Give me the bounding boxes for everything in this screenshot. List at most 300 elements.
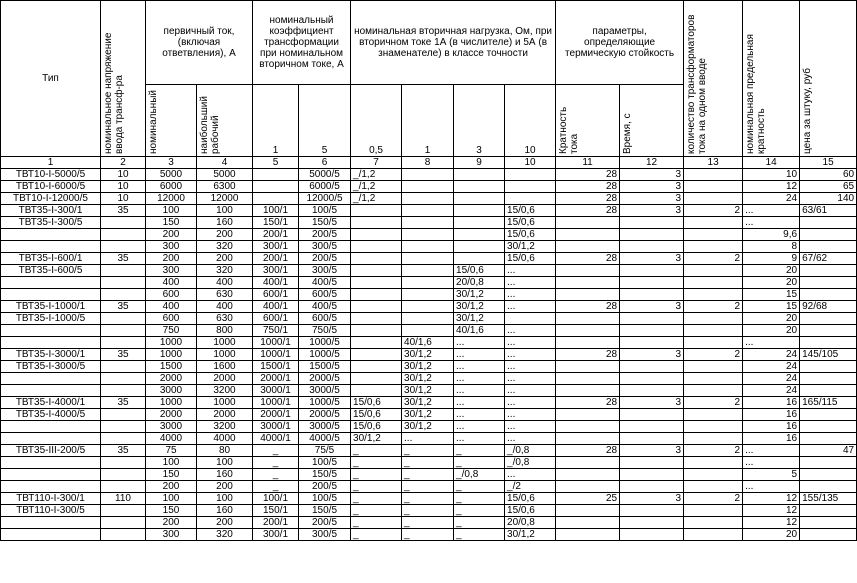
table-cell: _ xyxy=(454,505,505,517)
table-cell: 200 xyxy=(197,481,253,493)
table-cell: _ xyxy=(351,505,402,517)
table-cell: 28 xyxy=(556,349,620,361)
table-cell xyxy=(101,433,146,445)
table-cell: 160 xyxy=(197,469,253,481)
table-cell xyxy=(101,277,146,289)
table-cell xyxy=(454,217,505,229)
table-cell xyxy=(1,529,101,541)
table-cell xyxy=(1,277,101,289)
table-cell xyxy=(684,361,743,373)
table-cell: 400/5 xyxy=(299,301,351,313)
table-cell: 1600 xyxy=(197,361,253,373)
table-cell: 3 xyxy=(620,253,684,265)
table-cell xyxy=(351,313,402,325)
table-cell: 2 xyxy=(684,493,743,505)
table-cell: 10 xyxy=(101,193,146,205)
table-cell xyxy=(620,229,684,241)
table-cell: 35 xyxy=(101,253,146,265)
table-cell: 20/0,8 xyxy=(454,277,505,289)
table-cell: 16 xyxy=(743,409,800,421)
table-cell: 28 xyxy=(556,397,620,409)
table-cell xyxy=(684,385,743,397)
table-cell: 2000/5 xyxy=(299,373,351,385)
table-cell xyxy=(101,217,146,229)
table-cell xyxy=(351,277,402,289)
table-cell: 100/1 xyxy=(253,205,299,217)
table-cell: _/0,8 xyxy=(505,457,556,469)
table-cell: 100/5 xyxy=(299,205,351,217)
table-cell: 750/1 xyxy=(253,325,299,337)
table-cell: 4000 xyxy=(146,433,197,445)
table-cell xyxy=(402,301,454,313)
table-cell xyxy=(351,349,402,361)
table-cell xyxy=(351,217,402,229)
table-cell xyxy=(556,313,620,325)
table-cell: 2 xyxy=(684,205,743,217)
table-cell xyxy=(556,265,620,277)
table-cell xyxy=(620,217,684,229)
table-cell xyxy=(505,313,556,325)
table-row xyxy=(1,277,857,289)
table-cell: 24 xyxy=(743,385,800,397)
table-cell xyxy=(684,277,743,289)
table-cell xyxy=(800,277,857,289)
table-cell: 30/1,2 xyxy=(402,385,454,397)
table-cell xyxy=(1,325,101,337)
table-cell: 2000 xyxy=(146,373,197,385)
column-number: 9 xyxy=(454,157,505,169)
table-cell xyxy=(800,517,857,529)
table-cell: 20 xyxy=(743,529,800,541)
table-cell: _ xyxy=(402,529,454,541)
table-cell xyxy=(800,409,857,421)
table-cell xyxy=(800,385,857,397)
table-cell xyxy=(402,217,454,229)
column-number: 15 xyxy=(800,157,857,169)
column-number: 7 xyxy=(351,157,402,169)
table-cell: 1500/1 xyxy=(253,361,299,373)
table-cell xyxy=(505,193,556,205)
table-cell: 145/105 xyxy=(800,349,857,361)
table-cell xyxy=(684,289,743,301)
table-cell: 200/5 xyxy=(299,481,351,493)
table-cell: ... xyxy=(454,409,505,421)
table-cell: _ xyxy=(454,481,505,493)
table-cell xyxy=(556,229,620,241)
table-cell: ... xyxy=(505,337,556,349)
table-cell: 12 xyxy=(743,505,800,517)
column-number: 3 xyxy=(146,157,197,169)
table-cell: ТВТ35-I-1000/5 xyxy=(1,313,101,325)
header-ratio: номинальный коэффициент трансформации при номинальном вторичном токе, А xyxy=(253,1,351,85)
table-cell xyxy=(402,241,454,253)
table-cell: _ xyxy=(454,445,505,457)
table-cell xyxy=(620,457,684,469)
table-cell xyxy=(454,229,505,241)
table-cell: 15/0,6 xyxy=(505,493,556,505)
table-cell: 16 xyxy=(743,397,800,409)
table-row xyxy=(1,349,857,361)
table-cell xyxy=(800,337,857,349)
table-cell xyxy=(101,529,146,541)
table-cell: 300/1 xyxy=(253,241,299,253)
table-cell xyxy=(402,205,454,217)
table-cell: 2 xyxy=(684,445,743,457)
table-cell xyxy=(402,229,454,241)
table-cell xyxy=(684,181,743,193)
table-cell xyxy=(684,529,743,541)
table-cell: 1000/1 xyxy=(253,337,299,349)
table-cell: 400/1 xyxy=(253,277,299,289)
header-limit-mult: номинальная предельная кратность xyxy=(743,1,800,157)
table-cell: ... xyxy=(505,361,556,373)
table-row xyxy=(1,301,857,313)
table-cell xyxy=(454,169,505,181)
table-cell: ... xyxy=(505,421,556,433)
table-cell xyxy=(351,361,402,373)
table-cell: 100/5 xyxy=(299,457,351,469)
table-cell: _ xyxy=(402,469,454,481)
table-cell xyxy=(101,421,146,433)
header-count: количество трансформаторов тока на одном вводе xyxy=(684,1,743,157)
table-cell: 150/1 xyxy=(253,505,299,517)
table-cell: 1500 xyxy=(146,361,197,373)
table-cell xyxy=(556,217,620,229)
header-class-05: 0,5 xyxy=(351,85,402,157)
table-cell: _ xyxy=(402,445,454,457)
table-cell: 15/0,6 xyxy=(505,505,556,517)
table-cell xyxy=(620,505,684,517)
table-cell: 300 xyxy=(146,529,197,541)
table-cell: 140 xyxy=(800,193,857,205)
column-number: 12 xyxy=(620,157,684,169)
table-cell: 2 xyxy=(684,397,743,409)
table-cell xyxy=(620,517,684,529)
table-cell: 8 xyxy=(743,241,800,253)
table-cell: ТВТ10-I-12000/5 xyxy=(1,193,101,205)
table-cell: 30/1,2 xyxy=(402,409,454,421)
table-cell: 100 xyxy=(146,457,197,469)
table-cell: 200 xyxy=(197,253,253,265)
table-cell xyxy=(402,253,454,265)
table-cell xyxy=(101,481,146,493)
table-cell xyxy=(620,433,684,445)
table-cell: ... xyxy=(743,481,800,493)
table-cell: 150 xyxy=(146,505,197,517)
column-number: 13 xyxy=(684,157,743,169)
table-cell: 400 xyxy=(146,301,197,313)
table-cell xyxy=(556,409,620,421)
table-cell: 600/1 xyxy=(253,313,299,325)
table-cell xyxy=(351,205,402,217)
table-body xyxy=(1,169,857,541)
table-cell xyxy=(101,469,146,481)
table-cell: ... xyxy=(505,397,556,409)
table-cell: 30/1,2 xyxy=(402,361,454,373)
table-cell: 12000/5 xyxy=(299,193,351,205)
table-cell: 35 xyxy=(101,205,146,217)
table-cell: 2000/5 xyxy=(299,409,351,421)
table-cell: 1000 xyxy=(197,337,253,349)
table-cell xyxy=(556,421,620,433)
table-cell: 10 xyxy=(101,169,146,181)
table-cell: 10 xyxy=(743,169,800,181)
table-cell: 15 xyxy=(743,289,800,301)
table-cell: 5000 xyxy=(197,169,253,181)
table-cell: 600 xyxy=(146,313,197,325)
table-cell: 100/1 xyxy=(253,493,299,505)
header-primary-max: наибольший рабочий xyxy=(197,85,253,157)
table-cell: 40/1,6 xyxy=(454,325,505,337)
table-cell xyxy=(351,325,402,337)
table-cell xyxy=(402,265,454,277)
table-cell xyxy=(684,193,743,205)
table-row xyxy=(1,169,857,181)
table-cell: ... xyxy=(454,349,505,361)
table-cell: _/2 xyxy=(505,481,556,493)
table-cell: 110 xyxy=(101,493,146,505)
table-cell: 3200 xyxy=(197,421,253,433)
table-cell: 30/1,2 xyxy=(454,301,505,313)
table-cell: 3 xyxy=(620,493,684,505)
table-cell xyxy=(101,337,146,349)
table-cell: 12000 xyxy=(197,193,253,205)
table-cell: 750 xyxy=(146,325,197,337)
table-row xyxy=(1,529,857,541)
table-cell: 5000/5 xyxy=(299,169,351,181)
table-cell: 15/0,6 xyxy=(351,421,402,433)
table-cell: 30/1,2 xyxy=(454,289,505,301)
table-cell xyxy=(101,241,146,253)
table-row xyxy=(1,337,857,349)
table-cell: ... xyxy=(402,433,454,445)
table-cell: 3 xyxy=(620,169,684,181)
table-cell: 3 xyxy=(620,397,684,409)
table-cell xyxy=(620,409,684,421)
table-cell: _ xyxy=(351,457,402,469)
table-cell: ТВТ10-I-5000/5 xyxy=(1,169,101,181)
table-cell: 15/0,6 xyxy=(351,397,402,409)
table-cell: 30/1,2 xyxy=(505,241,556,253)
table-cell: ... xyxy=(505,289,556,301)
table-cell xyxy=(620,469,684,481)
table-cell xyxy=(351,373,402,385)
table-cell: 92/68 xyxy=(800,301,857,313)
table-cell: ... xyxy=(505,385,556,397)
table-cell xyxy=(620,361,684,373)
table-cell: 100 xyxy=(197,493,253,505)
table-cell: 750/5 xyxy=(299,325,351,337)
table-cell: 1000/5 xyxy=(299,349,351,361)
table-cell: 2000 xyxy=(197,409,253,421)
table-cell: _ xyxy=(351,529,402,541)
header-thermal-time: Время, с xyxy=(620,85,684,157)
table-cell: 75/5 xyxy=(299,445,351,457)
table-cell: 9 xyxy=(743,253,800,265)
table-cell: _ xyxy=(253,469,299,481)
table-cell: 300/5 xyxy=(299,265,351,277)
table-cell: 24 xyxy=(743,349,800,361)
table-cell xyxy=(351,253,402,265)
table-cell: 30/1,2 xyxy=(454,313,505,325)
table-cell: 24 xyxy=(743,193,800,205)
table-cell: 3000 xyxy=(146,385,197,397)
table-cell xyxy=(351,301,402,313)
table-cell: 630 xyxy=(197,289,253,301)
table-cell: 30/1,2 xyxy=(351,433,402,445)
table-cell: 30/1,2 xyxy=(402,397,454,409)
table-cell xyxy=(800,313,857,325)
column-number: 8 xyxy=(402,157,454,169)
table-cell: 3 xyxy=(620,301,684,313)
table-cell: 30/1,2 xyxy=(402,349,454,361)
table-cell xyxy=(556,385,620,397)
table-cell: 400/1 xyxy=(253,301,299,313)
table-cell: 12 xyxy=(743,517,800,529)
table-cell: 15/0,6 xyxy=(505,229,556,241)
table-cell xyxy=(556,373,620,385)
table-cell: ... xyxy=(454,421,505,433)
table-cell: 15/0,6 xyxy=(454,265,505,277)
column-number: 14 xyxy=(743,157,800,169)
table-cell: 20 xyxy=(743,265,800,277)
table-cell: 28 xyxy=(556,301,620,313)
table-cell: 150/5 xyxy=(299,469,351,481)
table-cell: ТВТ35-I-600/5 xyxy=(1,265,101,277)
table-row xyxy=(1,481,857,493)
table-cell xyxy=(556,457,620,469)
column-number: 10 xyxy=(505,157,556,169)
table-cell: 4000/1 xyxy=(253,433,299,445)
table-cell xyxy=(800,265,857,277)
table-row xyxy=(1,433,857,445)
table-cell: ... xyxy=(505,373,556,385)
table-cell xyxy=(800,229,857,241)
table-cell xyxy=(620,421,684,433)
table-cell xyxy=(505,181,556,193)
table-cell xyxy=(684,481,743,493)
table-cell xyxy=(556,529,620,541)
table-cell: 200 xyxy=(197,517,253,529)
table-cell: 4000 xyxy=(197,433,253,445)
table-cell: ... xyxy=(454,361,505,373)
table-cell xyxy=(351,385,402,397)
table-cell: 1000 xyxy=(146,337,197,349)
table-cell xyxy=(684,409,743,421)
table-cell xyxy=(800,373,857,385)
table-cell: 12000 xyxy=(146,193,197,205)
table-cell: 63/61 xyxy=(800,205,857,217)
table-cell: ... xyxy=(454,385,505,397)
table-cell: 100 xyxy=(146,205,197,217)
table-cell: 300 xyxy=(146,265,197,277)
table-cell: 2000/1 xyxy=(253,409,299,421)
column-number: 2 xyxy=(101,157,146,169)
table-cell: 15 xyxy=(743,301,800,313)
table-cell: 30/1,2 xyxy=(402,421,454,433)
header-class-1: 1 xyxy=(402,85,454,157)
table-cell: 100/5 xyxy=(299,493,351,505)
table-cell xyxy=(800,469,857,481)
table-cell: 16 xyxy=(743,421,800,433)
table-cell: 5000 xyxy=(146,169,197,181)
table-cell: 3 xyxy=(620,445,684,457)
table-cell: 320 xyxy=(197,241,253,253)
table-cell: 3 xyxy=(620,181,684,193)
table-cell xyxy=(402,277,454,289)
table-cell xyxy=(454,181,505,193)
table-cell: 75 xyxy=(146,445,197,457)
header-ratio-1: 1 xyxy=(253,85,299,157)
table-cell: 1500/5 xyxy=(299,361,351,373)
table-cell: _ xyxy=(253,457,299,469)
table-cell xyxy=(684,265,743,277)
table-cell xyxy=(351,241,402,253)
table-cell: _ xyxy=(402,493,454,505)
table-cell xyxy=(556,289,620,301)
table-cell: 3 xyxy=(620,205,684,217)
table-cell xyxy=(684,325,743,337)
header-thermal-mult: Кратность тока xyxy=(556,85,620,157)
table-cell: 200/5 xyxy=(299,253,351,265)
table-cell: ТВТ35-I-4000/5 xyxy=(1,409,101,421)
table-cell xyxy=(684,241,743,253)
table-cell: 150 xyxy=(146,217,197,229)
table-cell: 200 xyxy=(146,229,197,241)
table-cell: 3200 xyxy=(197,385,253,397)
table-cell xyxy=(253,181,299,193)
table-cell: 6300 xyxy=(197,181,253,193)
header-class-3: 3 xyxy=(454,85,505,157)
table-cell: 40/1,6 xyxy=(402,337,454,349)
table-cell: 28 xyxy=(556,205,620,217)
table-cell: 30/1,2 xyxy=(402,373,454,385)
table-cell: 35 xyxy=(101,349,146,361)
table-row xyxy=(1,217,857,229)
table-cell xyxy=(101,265,146,277)
table-cell: 3 xyxy=(620,349,684,361)
table-row xyxy=(1,361,857,373)
table-cell xyxy=(101,229,146,241)
table-cell: 320 xyxy=(197,529,253,541)
table-cell: 15/0,6 xyxy=(505,253,556,265)
table-cell xyxy=(101,409,146,421)
table-cell xyxy=(402,181,454,193)
table-cell: _/1,2 xyxy=(351,181,402,193)
table-cell xyxy=(402,325,454,337)
table-cell: ... xyxy=(743,205,800,217)
table-cell xyxy=(1,385,101,397)
table-cell: 3000 xyxy=(146,421,197,433)
table-cell xyxy=(684,457,743,469)
table-cell xyxy=(402,289,454,301)
table-cell: 100 xyxy=(146,493,197,505)
table-cell xyxy=(351,265,402,277)
header-secondary-load: номинальная вторичная нагрузка, Ом, при вторичном токе 1А (в числителе) и 5А (в знаменателе) в классе точности xyxy=(351,1,556,85)
table-cell: 165/115 xyxy=(800,397,857,409)
table-cell: 28 xyxy=(556,169,620,181)
table-cell: ... xyxy=(743,445,800,457)
table-cell: 300/1 xyxy=(253,529,299,541)
table-cell: 20/0,8 xyxy=(505,517,556,529)
table-row xyxy=(1,325,857,337)
table-cell xyxy=(800,481,857,493)
table-cell: 30/1,2 xyxy=(505,529,556,541)
table-cell: 67/62 xyxy=(800,253,857,265)
table-cell: 1000/5 xyxy=(299,397,351,409)
table-cell xyxy=(684,169,743,181)
table-cell: 600/1 xyxy=(253,289,299,301)
